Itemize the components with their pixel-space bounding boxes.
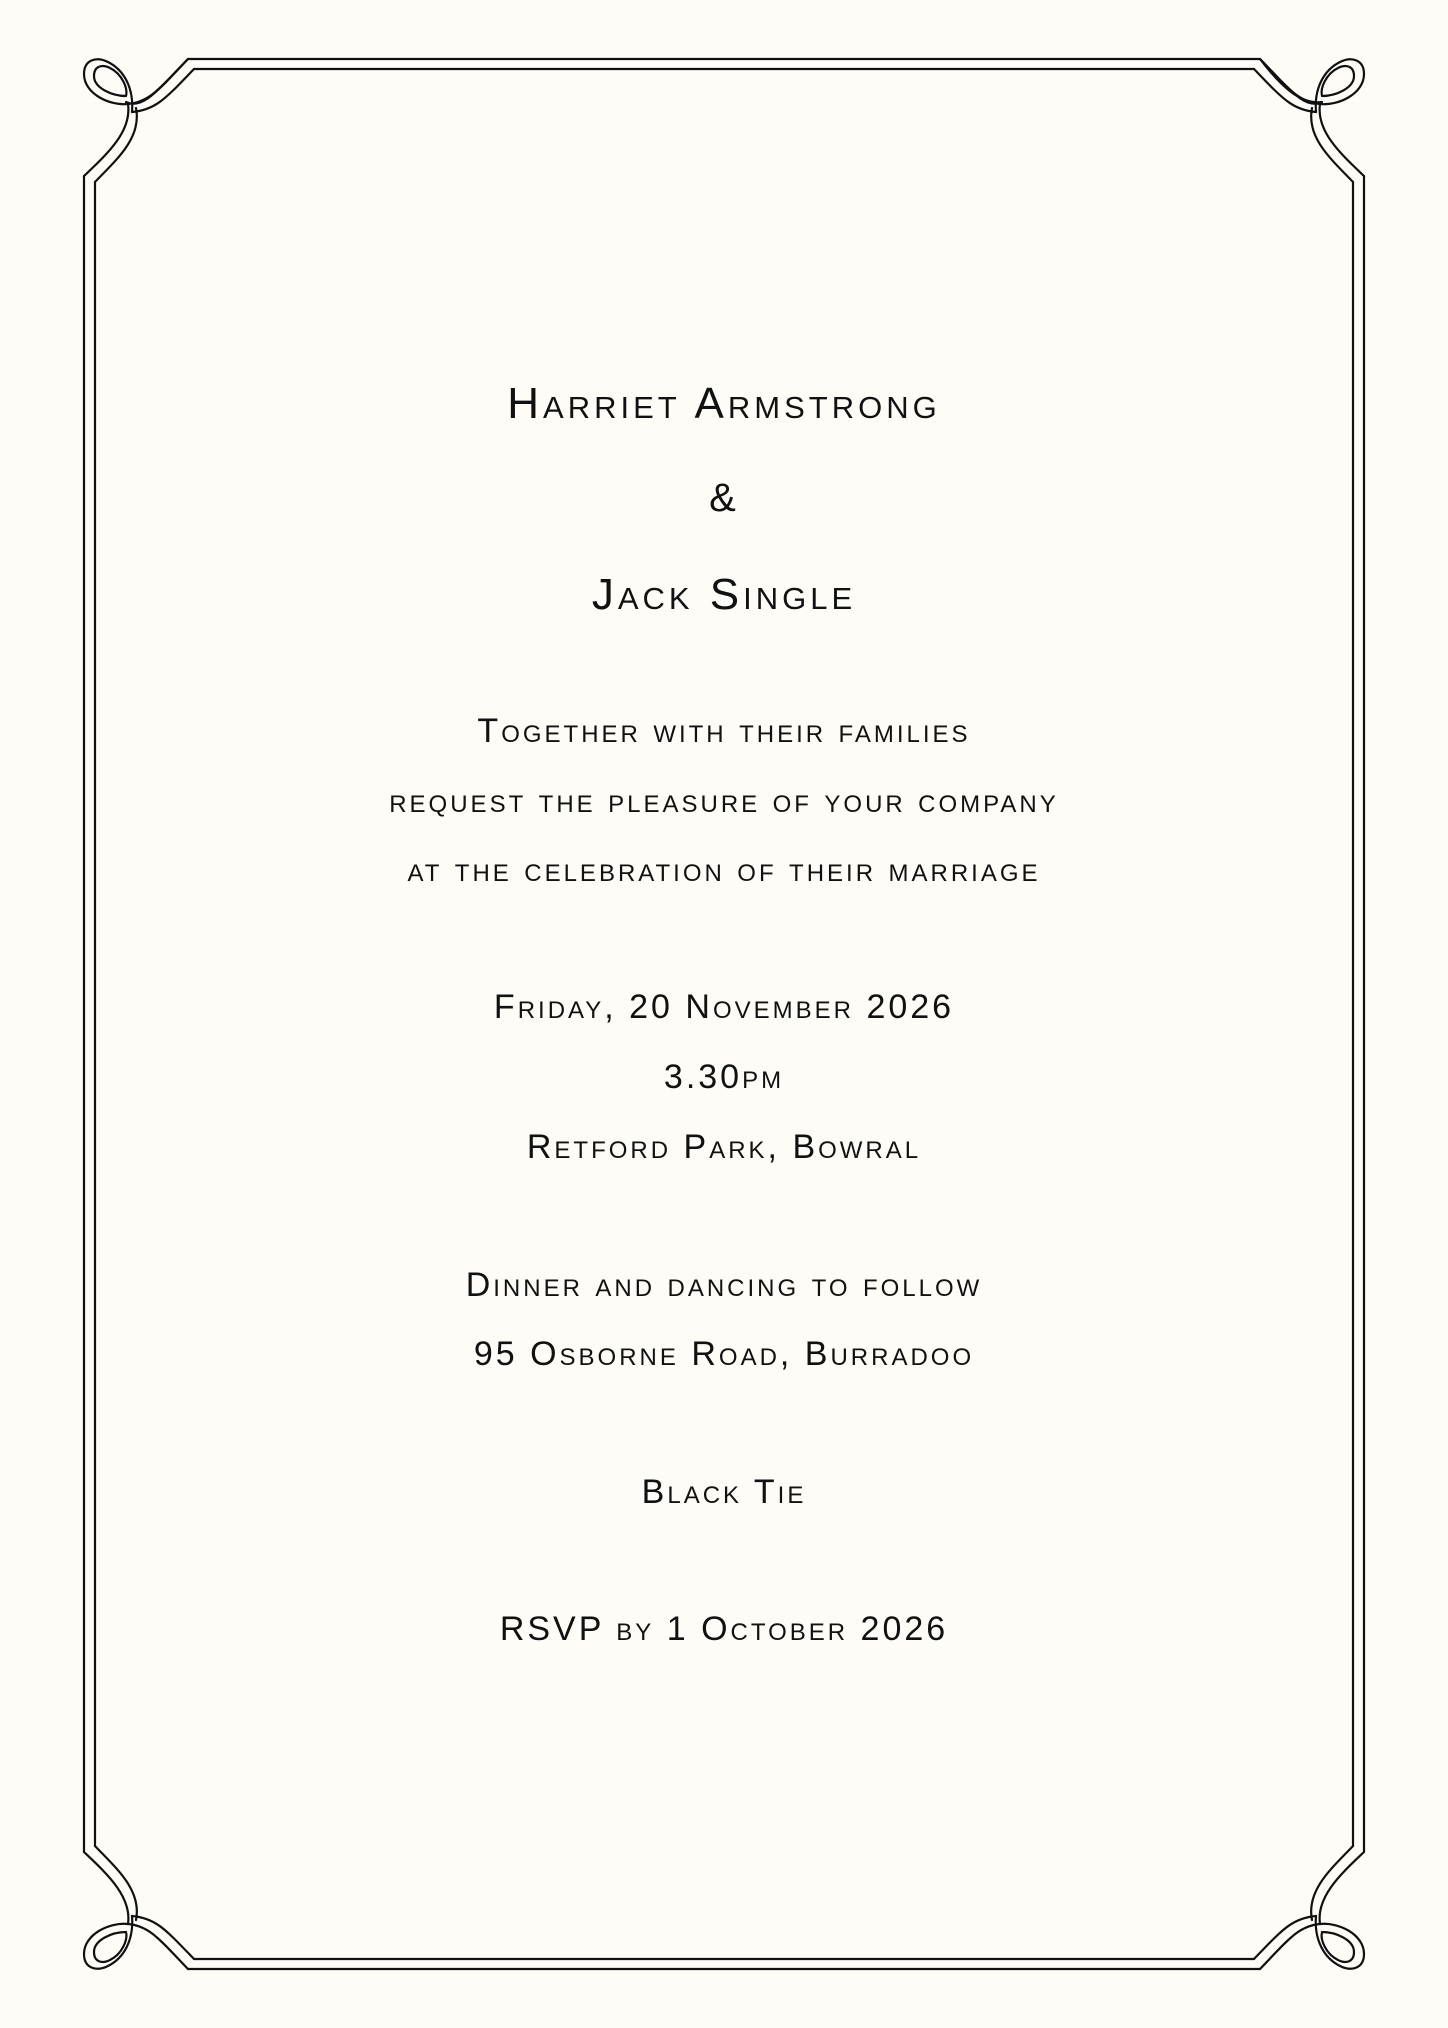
invitation-line-2: request the pleasure of your company xyxy=(389,782,1059,820)
ceremony-time: 3.30pm xyxy=(663,1058,785,1096)
ceremony-venue: Retford Park, Bowral xyxy=(526,1128,922,1166)
partner-one-name: Harriet Armstrong xyxy=(507,379,941,428)
invitation-line-1: Together with their families xyxy=(477,712,971,750)
ceremony-date: Friday, 20 November 2026 xyxy=(493,988,955,1026)
rsvp-line: RSVP by 1 October 2026 xyxy=(499,1610,949,1648)
invitation-line-3: at the celebration of their marriage xyxy=(407,851,1041,889)
ampersand: & xyxy=(709,476,739,520)
dress-code: Black Tie xyxy=(641,1473,807,1511)
reception-address: 95 Osborne Road, Burradoo xyxy=(473,1335,975,1373)
reception-description: Dinner and dancing to follow xyxy=(465,1266,983,1304)
partner-two-name: Jack Single xyxy=(591,570,857,619)
